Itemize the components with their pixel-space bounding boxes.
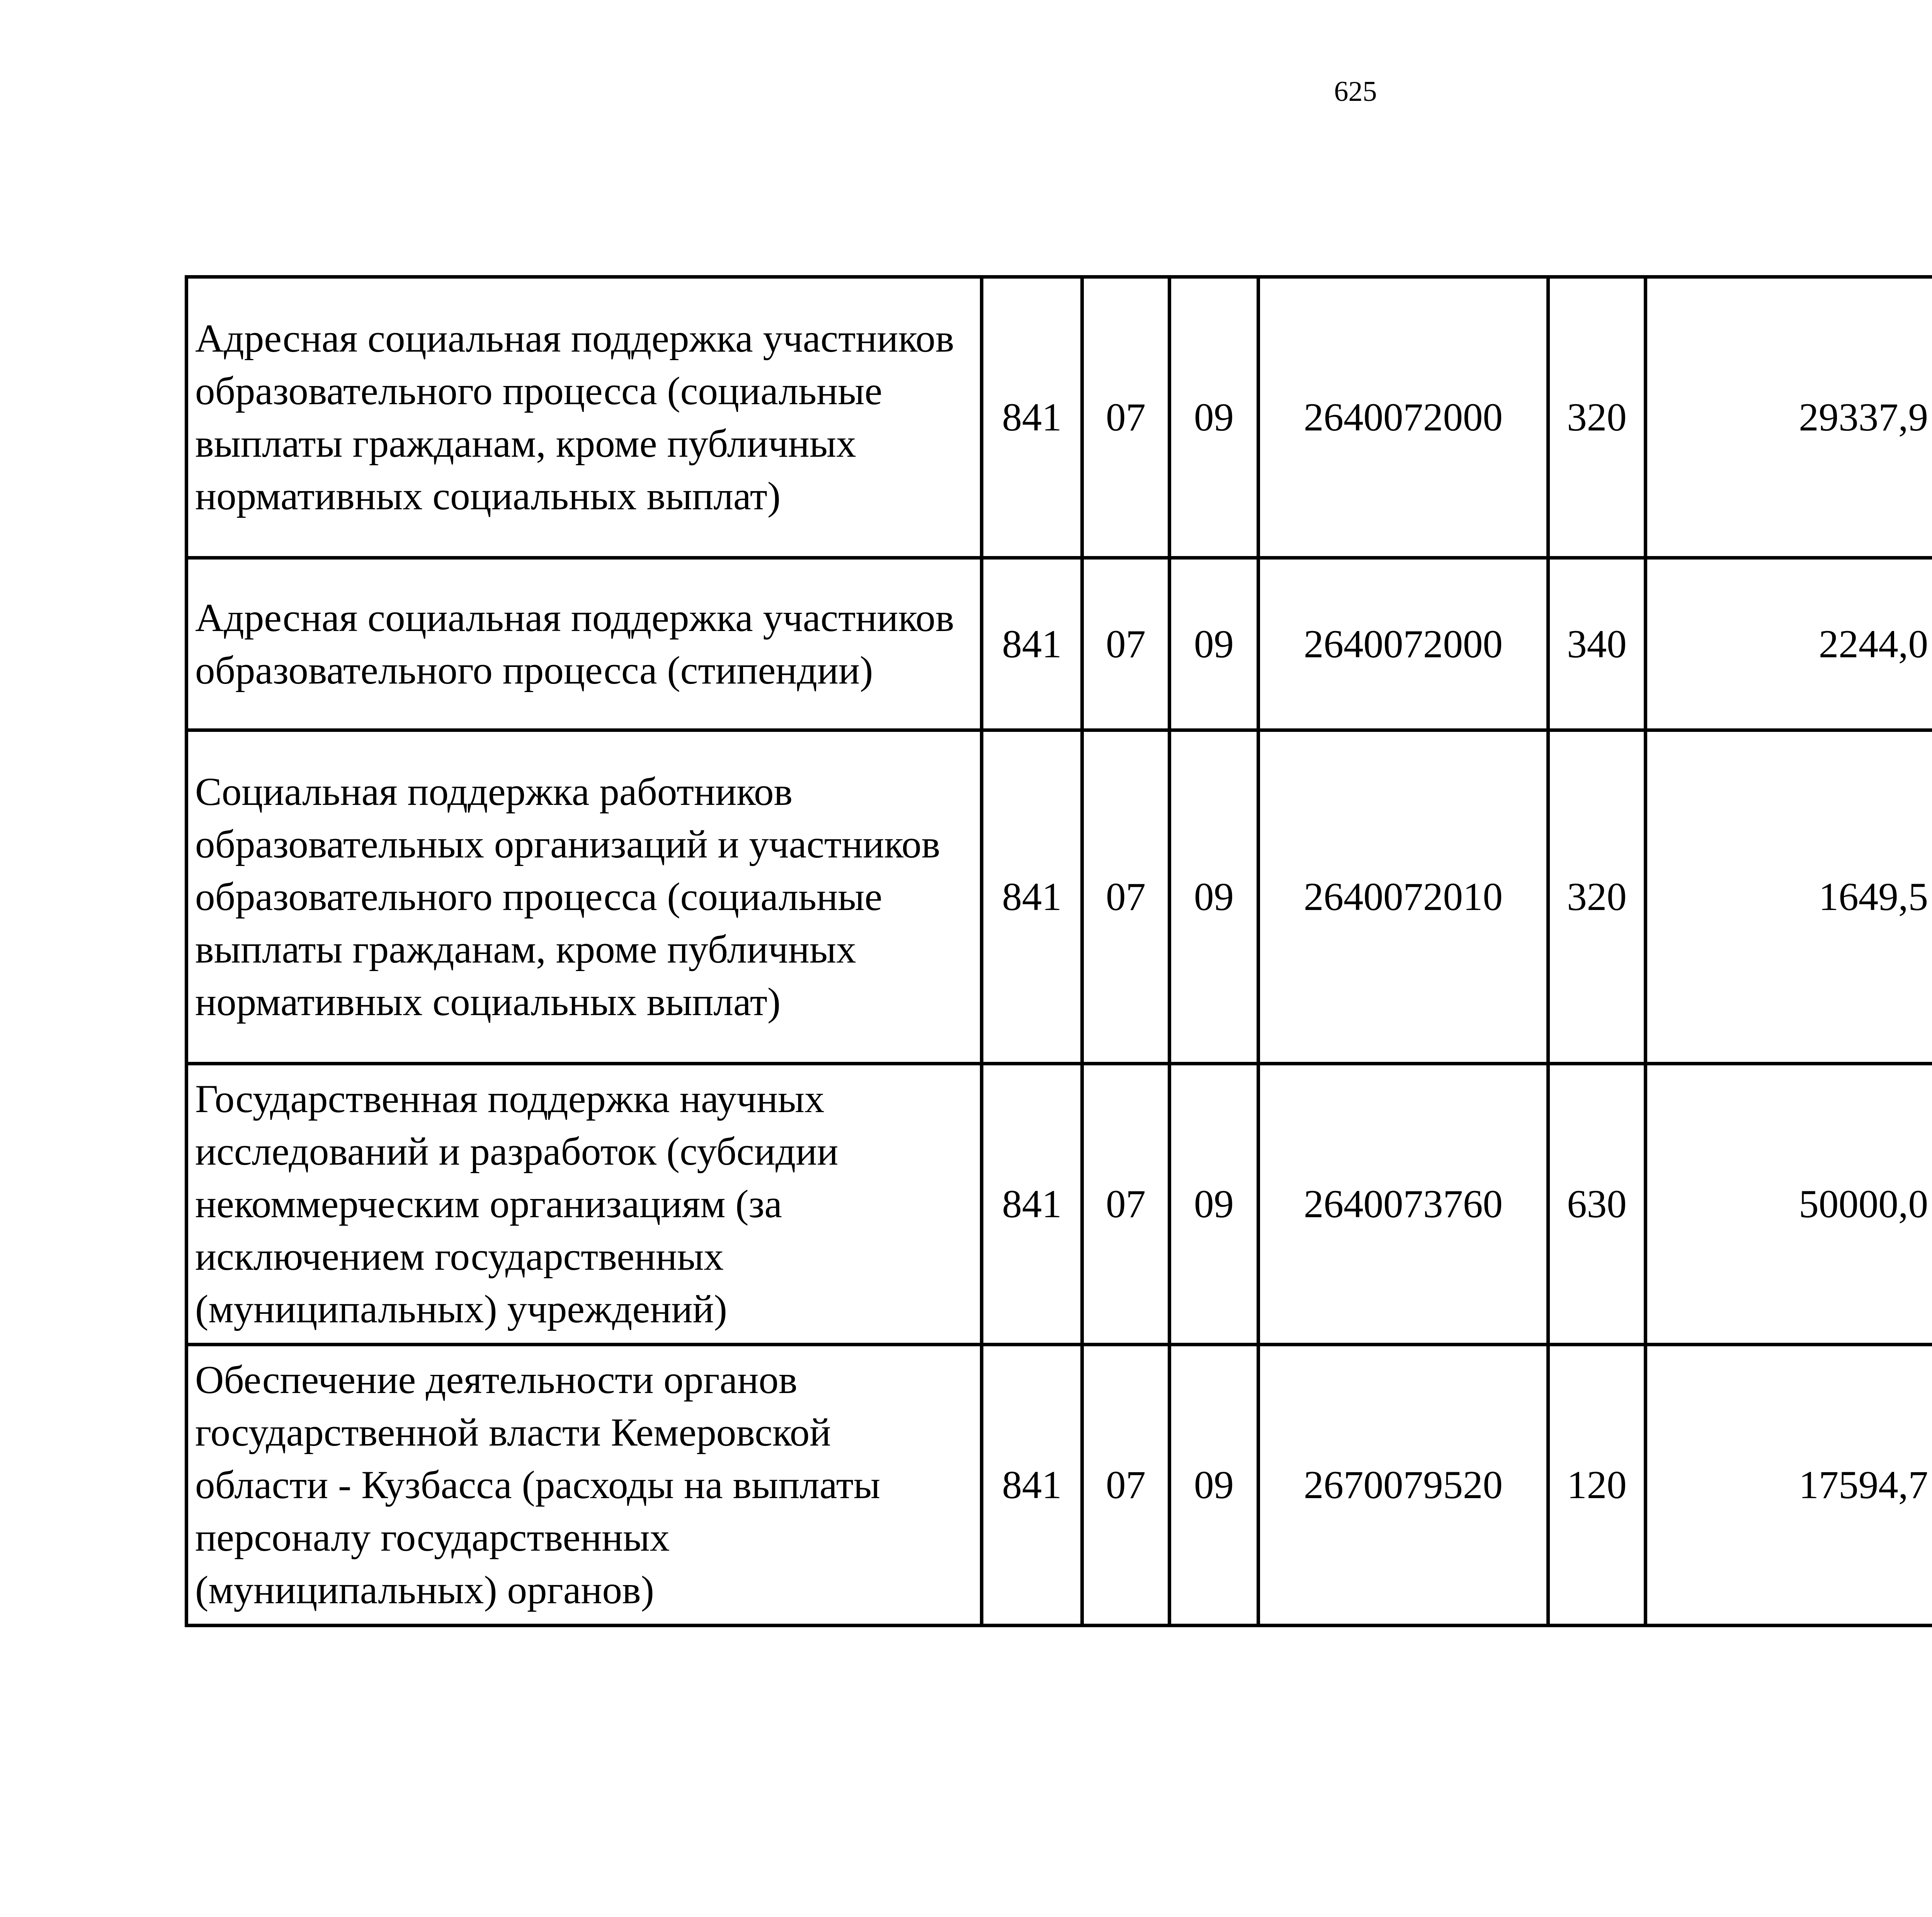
subsection-code: 09 (1170, 1064, 1259, 1345)
subsection-code: 09 (1170, 730, 1259, 1064)
expense-type-code: 630 (1548, 1064, 1646, 1345)
target-article-code: 2640072010 (1259, 730, 1548, 1064)
ministry-code: 841 (982, 277, 1082, 558)
target-article-code: 2640072000 (1259, 277, 1548, 558)
row-description: Социальная поддержка работников образовательных организаций и участников образовательного процесса (социальные выплаты гражданам, кроме публичных нормативных социальных выплат) (187, 730, 982, 1064)
target-article-code: 2640073760 (1259, 1064, 1548, 1345)
sum-year-1: 17594,7 (1646, 1345, 1932, 1626)
ministry-code: 841 (982, 1345, 1082, 1626)
section-code: 07 (1082, 277, 1170, 558)
row-description: Обеспечение деятельности органов государственной власти Кемеровской области - Кузбасса (расходы на выплаты персоналу государственных (муниципальных) органов) (187, 1345, 982, 1626)
row-description: Адресная социальная поддержка участников образовательного процесса (социальные выплаты гражданам, кроме публичных нормативных социальных выплат) (187, 277, 982, 558)
section-code: 07 (1082, 730, 1170, 1064)
table-row (187, 277, 1932, 558)
sum-year-1: 1649,5 (1646, 730, 1932, 1064)
target-article-code: 2670079520 (1259, 1345, 1548, 1626)
expense-type-code: 340 (1548, 558, 1646, 730)
section-code: 07 (1082, 1345, 1170, 1626)
target-article-code: 2640072000 (1259, 558, 1548, 730)
ministry-code: 841 (982, 558, 1082, 730)
ministry-code: 841 (982, 730, 1082, 1064)
table-row (187, 558, 1932, 730)
sum-year-1: 2244,0 (1646, 558, 1932, 730)
row-description: Адресная социальная поддержка участников образовательного процесса (стипендии) (187, 558, 982, 730)
table-row (187, 730, 1932, 1064)
section-code: 07 (1082, 1064, 1170, 1345)
expense-type-code: 320 (1548, 277, 1646, 558)
row-description: Государственная поддержка научных исследований и разработок (субсидии некоммерческим организациям (за исключением государственных (муниципальных) учреждений) (187, 1064, 982, 1345)
sum-year-1: 29337,9 (1646, 277, 1932, 558)
subsection-code: 09 (1170, 277, 1259, 558)
subsection-code: 09 (1170, 1345, 1259, 1626)
expense-type-code: 320 (1548, 730, 1646, 1064)
table-row (187, 1064, 1932, 1345)
page-number: 625 (1334, 76, 1377, 107)
sum-year-1: 50000,0 (1646, 1064, 1932, 1345)
expense-type-code: 120 (1548, 1345, 1646, 1626)
ministry-code: 841 (982, 1064, 1082, 1345)
table-row (187, 1345, 1932, 1626)
subsection-code: 09 (1170, 558, 1259, 730)
budget-table (185, 275, 1932, 1627)
section-code: 07 (1082, 558, 1170, 730)
